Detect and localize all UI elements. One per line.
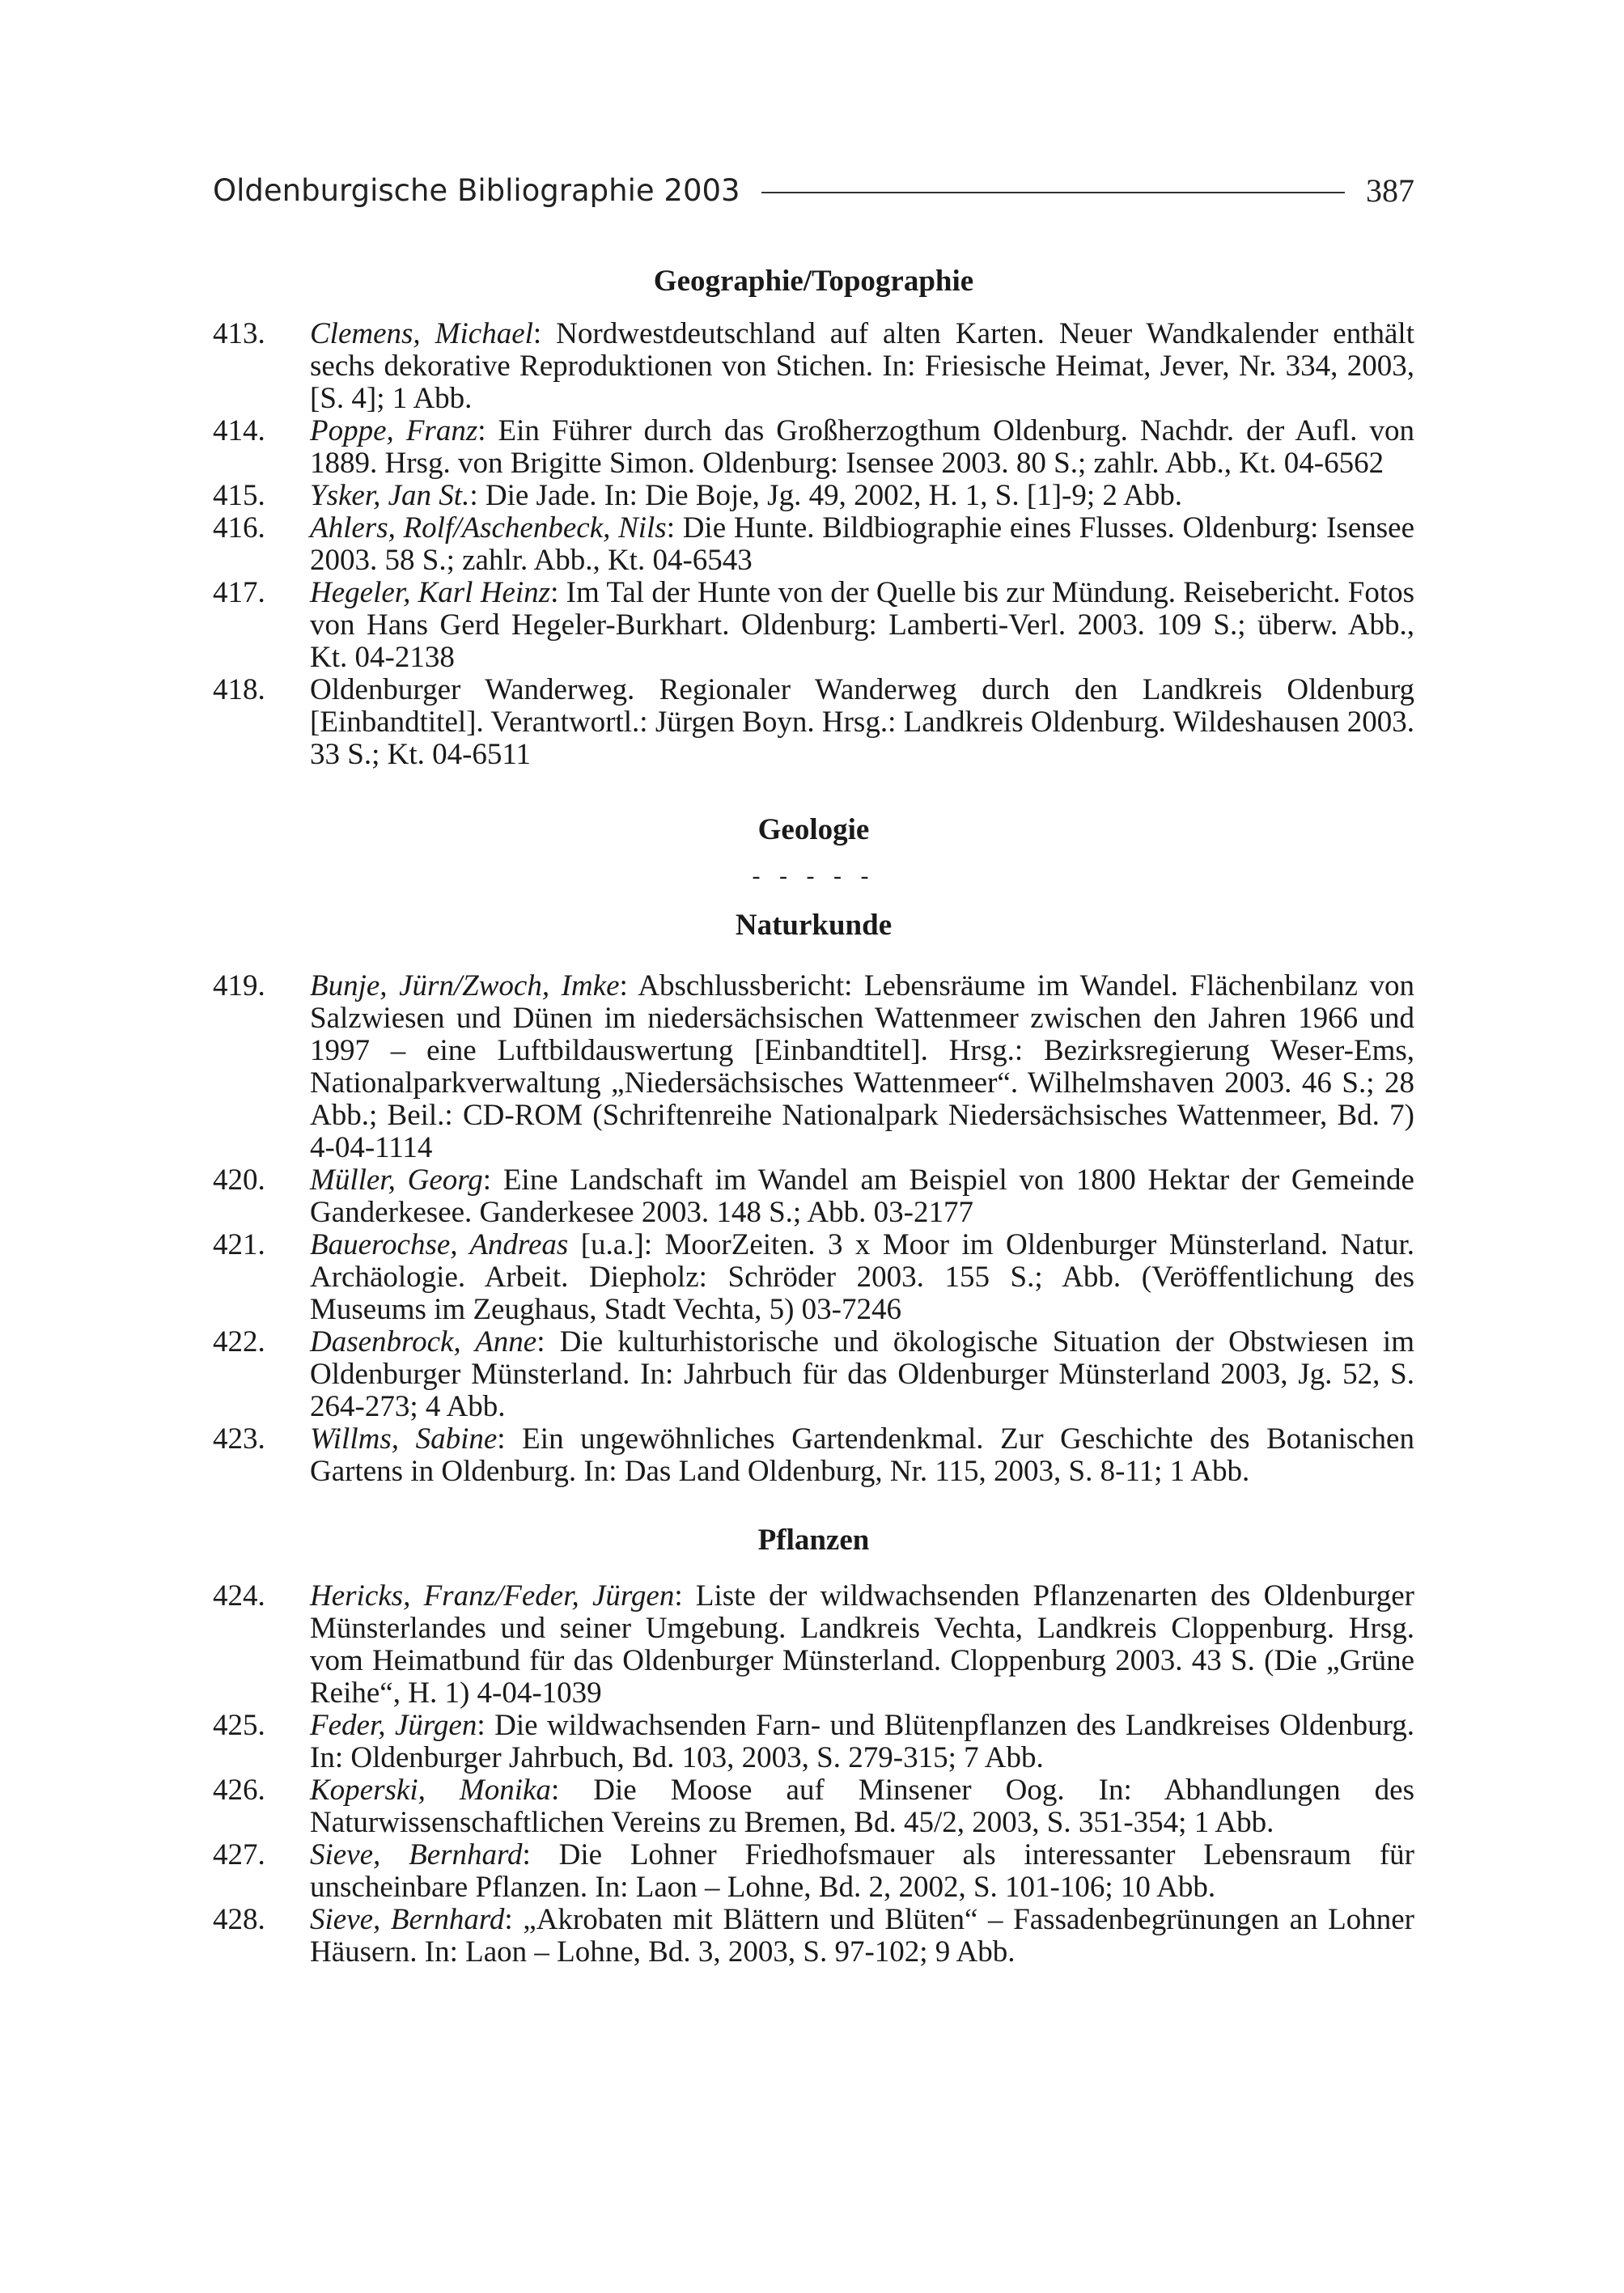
bibliography-entry [213, 1423, 1414, 1488]
bibliography-entry [213, 674, 1414, 771]
entry-citation: : Nordwestdeutschland auf alten Karten. Neuer Wandkalender enthält sechs dekorative Reproduktionen von Stichen. In: Friesische Heimat, Jever, Nr. 334, 2003, [S. 4]; 1 Abb. [310, 317, 1414, 415]
entries-naturkunde [213, 970, 1414, 1488]
section-separator: - - - - - [752, 863, 876, 889]
entry-number: 414. [213, 414, 265, 447]
entry-text [310, 1580, 1414, 1710]
entry-citation: [u.a.]: MoorZeiten. 3 x Moor im Oldenburger Münsterland. Natur. Archäologie. Arbeit. Diepholz: Schröder 2003. 155 S.; Abb. (Veröffentlichung des Museums im Zeughaus, Stadt Vechta, 5) 03-7246 [310, 1228, 1414, 1326]
entry-number: 426. [213, 1774, 265, 1807]
entry-author: Bunje, Jürn/Zwoch, Imke [310, 969, 620, 1002]
entry-citation: : Die Hunte. Bildbiographie eines Flusses. Oldenburg: Isensee 2003. 58 S.; zahlr. Abb., Kt. 04-6543 [310, 511, 1414, 577]
entry-author: Bauerochse, Andreas [310, 1228, 569, 1261]
bibliography-entry [213, 577, 1414, 674]
entry-author: Feder, Jürgen [310, 1709, 477, 1742]
bibliography-entry [213, 1164, 1414, 1229]
entry-citation: Oldenburger Wanderweg. Regionaler Wanderweg durch den Landkreis Oldenburg [Einbandtitel]. Verantwortl.: Jürgen Boyn. Hrsg.: Landkreis Oldenburg. Wildeshausen 2003. 33 S.; Kt. 04-6511 [310, 673, 1414, 771]
running-header [213, 166, 1414, 214]
entry-number: 413. [213, 317, 265, 350]
entry-citation: : Im Tal der Hunte von der Quelle bis zur Mündung. Reisebericht. Fotos von Hans Gerd Hegeler-Burkhart. Oldenburg: Lamberti-Verl. 2003. 109 S.; überw. Abb., Kt. 04-2138 [310, 576, 1414, 674]
entry-number: 424. [213, 1579, 265, 1613]
entry-citation: : Die Lohner Friedhofsmauer als interessanter Lebensraum für unscheinbare Pflanzen. In: Laon – Lohne, Bd. 2, 2002, S. 101-106; 10 Abb. [310, 1838, 1414, 1904]
entry-author: Dasenbrock, Anne [310, 1325, 537, 1358]
entry-number: 415. [213, 479, 265, 512]
entry-number: 423. [213, 1422, 265, 1456]
entry-text [310, 674, 1414, 771]
header-rule [761, 192, 1345, 193]
entry-number: 416. [213, 511, 265, 545]
section-heading-geographie: Geographie/Topographie [653, 265, 974, 298]
entry-text [310, 970, 1414, 1164]
header-title: Oldenburgische Bibliographie 2003 [213, 172, 740, 208]
entry-number: 418. [213, 673, 265, 706]
page-content [213, 263, 1414, 1969]
bibliography-entry [213, 1839, 1414, 1904]
entry-author: Ysker, Jan St. [310, 479, 470, 512]
entry-author: Willms, Sabine [310, 1422, 498, 1456]
entry-author: Hericks, Franz/Feder, Jürgen [310, 1579, 675, 1613]
entry-text [310, 1229, 1414, 1326]
entries-geographie [213, 318, 1414, 771]
entries-pflanzen [213, 1580, 1414, 1969]
entry-number: 427. [213, 1838, 265, 1871]
entry-text [310, 318, 1414, 415]
entry-citation: : Liste der wildwachsenden Pflanzenarten des Oldenburger Münsterlandes und seiner Umgebung. Landkreis Vechta, Landkreis Cloppenburg. Hrsg. vom Heimatbund für das Oldenburger Münsterland. Cloppenburg 2003. 43 S. (Die „Grüne Reihe“, H. 1) 4-04-1039 [310, 1579, 1414, 1710]
entry-citation: : Ein Führer durch das Großherzogthum Oldenburg. Nachdr. der Aufl. von 1889. Hrsg. von Brigitte Simon. Oldenburg: Isensee 2003. 80 S.; zahlr. Abb., Kt. 04-6562 [310, 414, 1414, 480]
entry-number: 421. [213, 1228, 265, 1261]
entry-text [310, 1423, 1414, 1488]
entry-number: 419. [213, 969, 265, 1002]
entry-author: Poppe, Franz [310, 414, 478, 447]
bibliography-entry [213, 1326, 1414, 1423]
section-heading-pflanzen: Pflanzen [757, 1524, 870, 1557]
section-heading-geologie: Geologie [757, 813, 870, 846]
entry-number: 422. [213, 1325, 265, 1358]
entry-text [310, 1904, 1414, 1969]
bibliography-entry [213, 1229, 1414, 1326]
bibliography-entry [213, 1904, 1414, 1969]
bibliography-entry [213, 512, 1414, 577]
bibliography-entry [213, 970, 1414, 1164]
entry-text [310, 1774, 1414, 1839]
entry-text [310, 1839, 1414, 1904]
entry-text [310, 480, 1414, 512]
entry-citation: : Die kulturhistorische und ökologische Situation der Obstwiesen im Oldenburger Münsterland. In: Jahrbuch für das Oldenburger Münsterland 2003, Jg. 52, S. 264-273; 4 Abb. [310, 1325, 1414, 1423]
entry-citation: : Ein ungewöhnliches Gartendenkmal. Zur Geschichte des Botanischen Gartens in Oldenburg. In: Das Land Oldenburg, Nr. 115, 2003, S. 8-11; 1 Abb. [310, 1422, 1414, 1488]
entry-citation: : Die Moose auf Minsener Oog. In: Abhandlungen des Naturwissenschaftlichen Vereins zu Bremen, Bd. 45/2, 2003, S. 351-354; 1 Abb. [310, 1774, 1415, 1839]
entry-author: Hegeler, Karl Heinz [310, 576, 551, 609]
bibliography-entry [213, 318, 1414, 415]
entry-author: Ahlers, Rolf/Aschenbeck, Nils [310, 511, 667, 545]
entry-number: 417. [213, 576, 265, 609]
entry-text [310, 1326, 1414, 1423]
bibliography-entry [213, 1774, 1414, 1839]
entry-citation: : Abschlussbericht: Lebensräume im Wandel. Flächenbilanz von Salzwiesen und Dünen im niedersächsischen Wattenmeer zwischen den Jahren 1966 und 1997 – eine Luftbildauswertung [Einbandtitel]. Hrsg.: Bezirksregierung Weser-Ems, Nationalparkverwaltung „Niedersächsisches Wattenmeer“. Wilhelmshaven 2003. 46 S.; 28 Abb.; Beil.: CD-ROM (Schriftenreihe Nationalpark Niedersächsisches Wattenmeer, Bd. 7) 4-04-1114 [310, 969, 1414, 1164]
section-heading-naturkunde: Naturkunde [735, 909, 893, 942]
entry-author: Clemens, Michael [310, 317, 533, 350]
entry-citation: : Eine Landschaft im Wandel am Beispiel von 1800 Hektar der Gemeinde Ganderkesee. Ganderkesee 2003. 148 S.; Abb. 03-2177 [310, 1163, 1414, 1229]
entry-text [310, 1710, 1414, 1774]
bibliography-entry [213, 415, 1414, 480]
entry-text [310, 577, 1414, 674]
entry-author: Sieve, Bernhard [310, 1838, 523, 1871]
bibliography-entry [213, 1580, 1414, 1710]
bibliography-entry [213, 1710, 1414, 1774]
entry-citation: : „Akrobaten mit Blättern und Blüten“ – Fassadenbegrünungen an Lohner Häusern. In: Laon – Lohne, Bd. 3, 2003, S. 97-102; 9 Abb. [310, 1903, 1414, 1969]
entry-author: Koperski, Monika [310, 1774, 551, 1807]
entry-author: Müller, Georg [310, 1163, 483, 1197]
entry-author: Sieve, Bernhard [310, 1903, 505, 1936]
entry-number: 425. [213, 1709, 265, 1742]
entry-citation: : Die wildwachsenden Farn- und Blütenpflanzen des Landkreises Oldenburg. In: Oldenburger Jahrbuch, Bd. 103, 2003, S. 279-315; 7 Abb. [310, 1709, 1414, 1774]
entry-citation: : Die Jade. In: Die Boje, Jg. 49, 2002, H. 1, S. [1]-9; 2 Abb. [469, 479, 1183, 512]
entry-number: 420. [213, 1163, 265, 1197]
bibliography-entry [213, 480, 1414, 512]
entry-number: 428. [213, 1903, 265, 1936]
entry-text [310, 512, 1414, 577]
page-number: 387 [1366, 172, 1414, 209]
entry-text [310, 1164, 1414, 1229]
entry-text [310, 415, 1414, 480]
